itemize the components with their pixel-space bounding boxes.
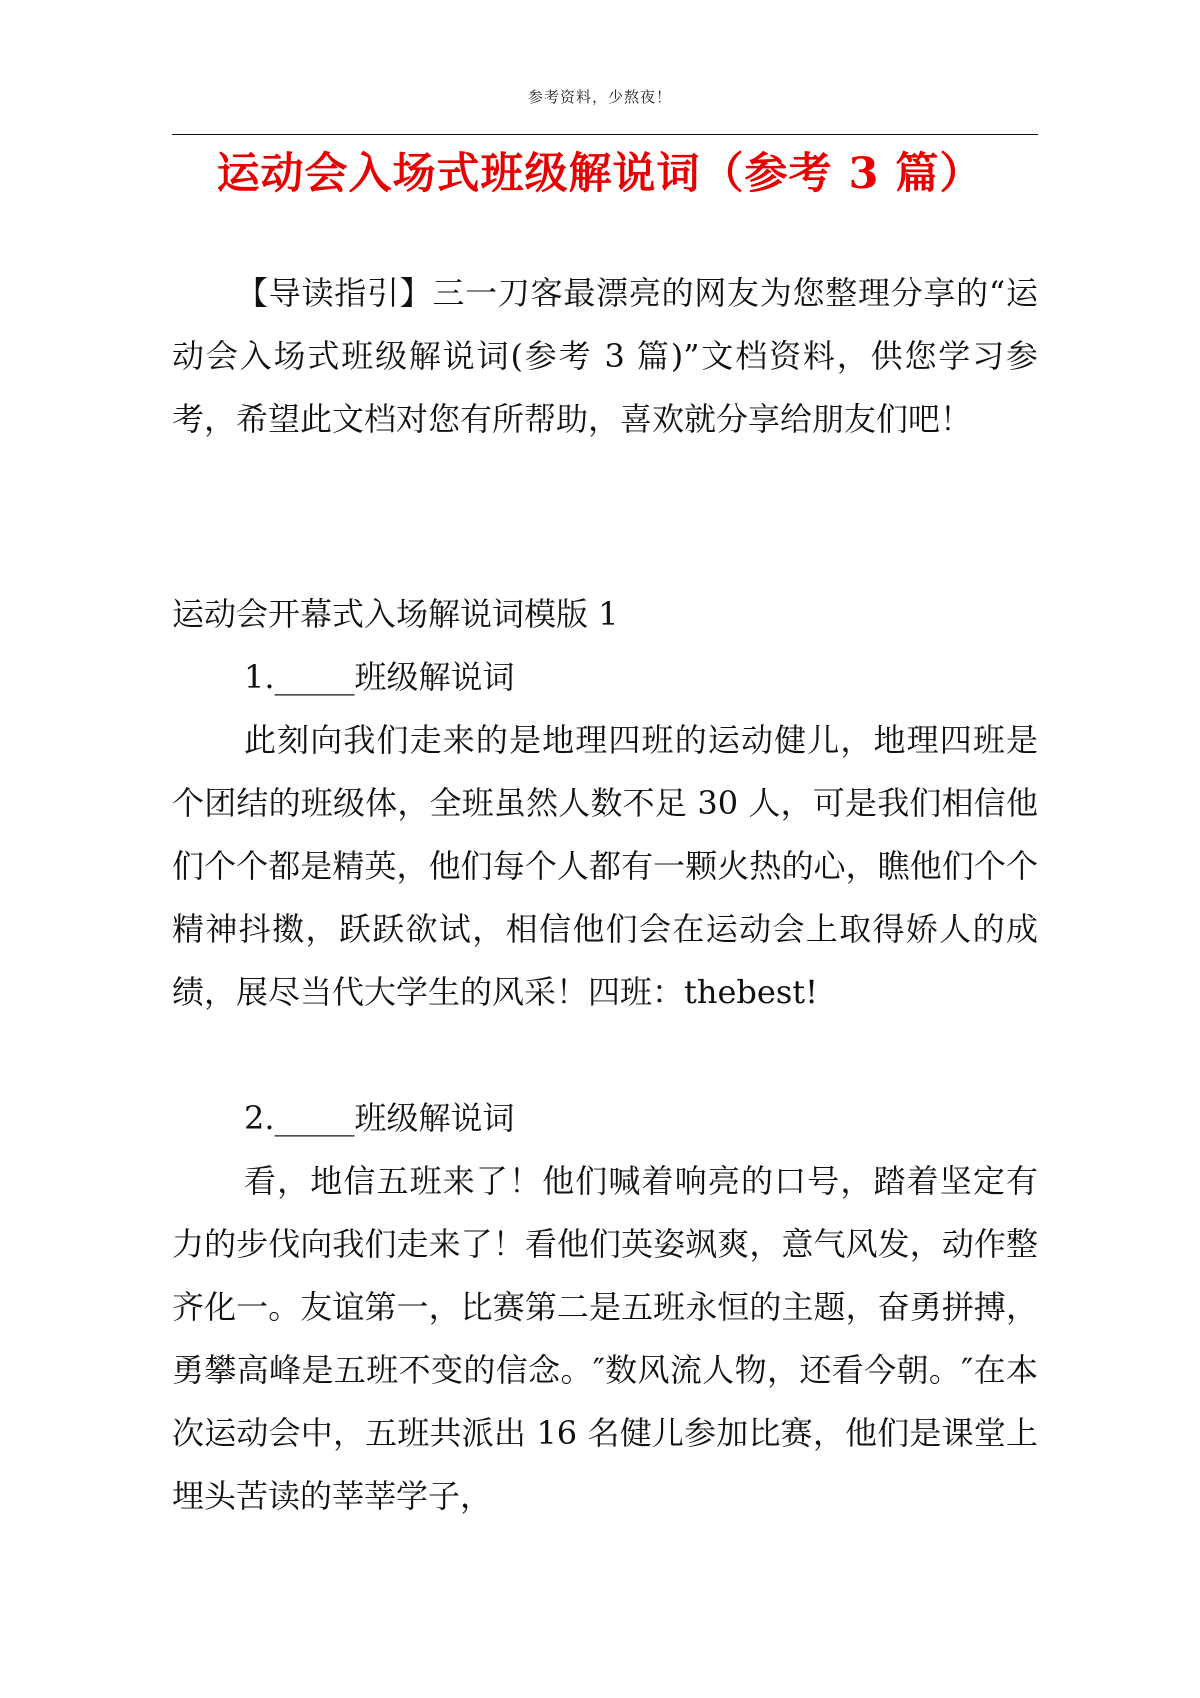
item-paragraph-2: 看，地信五班来了！他们喊着响亮的口号，踏着坚定有力的步伐向我们走来了！看他们英姿飒爽，意气风发，动作整齐化一。友谊第一，比赛第二是五班永恒的主题，奋勇拼搏，勇攀高峰是五班不变的信念。″数风流人物，还看今朝。″在本次运动会中，五班共派出 16 名健儿参加比赛，他们是课堂上埋头苦读的莘莘学子， — [172, 1162, 1038, 1515]
document-title: 运动会入场式班级解说词（参考 3 篇） — [216, 149, 984, 199]
item-heading-1: 1._____班级解说词 — [244, 658, 515, 696]
item-heading-2: 2._____班级解说词 — [244, 1099, 515, 1137]
section-heading: 运动会开幕式入场解说词模版 1 — [172, 595, 619, 633]
item-paragraph-1: 此刻向我们走来的是地理四班的运动健儿，地理四班是个团结的班级体，全班虽然人数不足 30 人，可是我们相信他们个个都是精英，他们每个人都有一颗火热的心，瞧他们个个精神抖擞，跃跃欲试，相信他们会在运动会上取得娇人的成绩，展尽当代大学生的风采！四班：thebest! — [172, 721, 1038, 1011]
header-note: 参考资料，少熬夜！ — [527, 88, 672, 106]
header-divider — [172, 134, 1038, 135]
intro-paragraph: 【导读指引】三一刀客最漂亮的网友为您整理分享的“运动会入场式班级解说词(参考 3 篇)”文档资料，供您学习参考，希望此文档对您有所帮助，喜欢就分享给朋友们吧！ — [172, 274, 1038, 438]
